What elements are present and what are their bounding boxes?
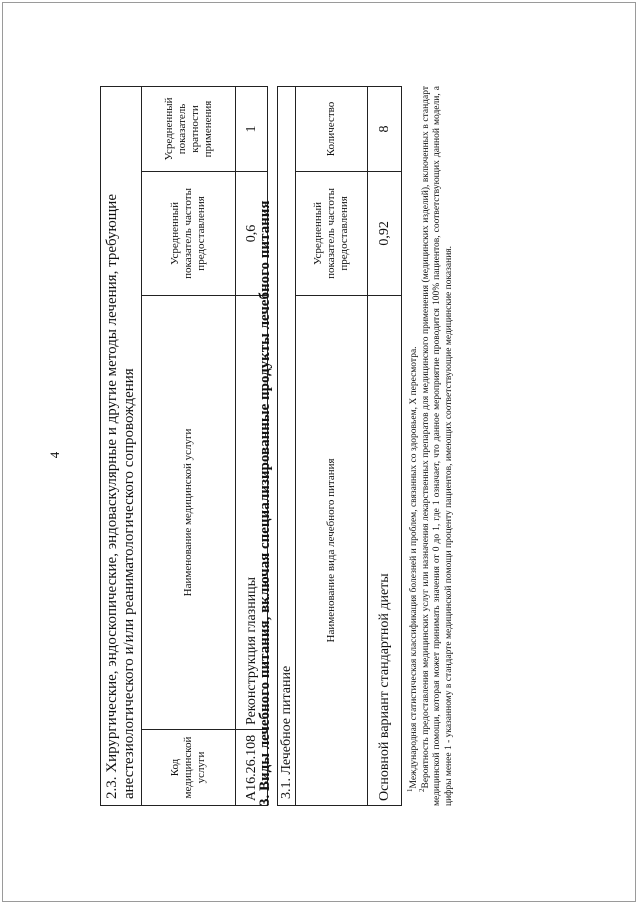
header-multiplicity: Усредненный показатель кратности применения (142, 87, 236, 172)
footnote-text: Международная статистическая классификация болезней и проблем, связанных со здоровьем, X пересмотра. (409, 346, 419, 789)
footnote (405, 86, 421, 806)
header-frequency: Усредненный показатель частоты предоставления (142, 172, 236, 296)
footnote-text: Вероятность предоставления медицинских услуг или назначения лекарственных препаратов для медицинского применения (медицинских изделий), включенных в стандарт медицинской помощи, которая может принимать значения от 0 до 1, где 1 означает, что данное мероприятие проводится 100% пациентов, соответствующих данной модели, а цифры менее 1 - указанному в стандарте медицинской помощи проценту пациентов, имеющих соответствующие медицинские показания. (420, 86, 454, 806)
footnote (417, 86, 456, 806)
header-quantity: Количество (296, 87, 368, 172)
multiplicity-cell: 1 (236, 87, 268, 172)
table-row (368, 87, 402, 806)
header-service-name: Наименование медицинской услуги (142, 295, 236, 729)
header-code: Код медицинской услуги (142, 730, 236, 806)
nutrition-frequency-cell: 0,92 (368, 171, 402, 295)
service-code-cell: A16.26.108 (236, 730, 268, 806)
header-nutrition-name: Наименование вида лечебного питания (296, 295, 368, 805)
procedures-table (100, 86, 268, 806)
procedures-section-title: 2.3. Хирургические, эндоскопические, эндоваскулярные и другие методы лечения, требующие анестезиологического и/или реаниматологического сопровождения (101, 87, 142, 806)
nutrition-name-cell: Основной вариант стандартной диеты (368, 295, 402, 805)
footnote-mark: 1 (405, 788, 414, 792)
header-nutrition-frequency: Усредненный показатель частоты предоставления (296, 171, 368, 295)
nutrition-quantity-cell: 8 (368, 87, 402, 172)
footnote-mark: 2 (417, 788, 426, 792)
service-name-cell: Реконструкция глазницы (236, 295, 268, 729)
nutrition-subsection-title: 3.1. Лечебное питание (278, 87, 296, 806)
nutrition-table (277, 86, 402, 806)
frequency-cell: 0,6 (236, 172, 268, 296)
footnotes (405, 86, 455, 806)
section-3-heading: 3. Виды лечебного питания, включая специализированные продукты лечебного питания (257, 200, 273, 806)
page-number: 4 (47, 451, 62, 459)
